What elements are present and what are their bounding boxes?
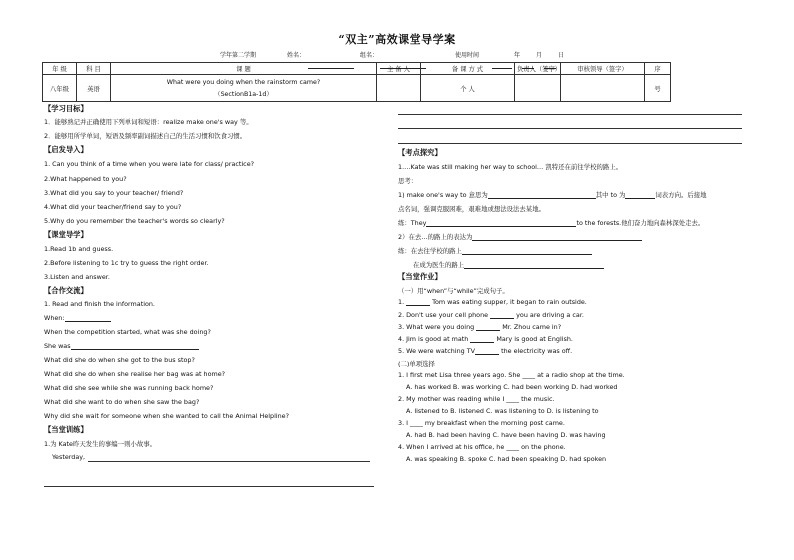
reviewer-signature[interactable]: [561, 75, 645, 102]
point1-text-a: 1) make one's way to 意思为: [398, 191, 488, 199]
hw1-title: （一）用“when”与“while”完成句子。: [398, 287, 509, 295]
hw1-item-1: [398, 298, 587, 306]
hw1-item-3: [398, 323, 561, 331]
header-cell-preparer: 主 备 人: [377, 63, 421, 75]
mc-q3-options[interactable]: A. had B. had been having C. have been having D. was having: [406, 431, 606, 439]
subject-value: 英语: [77, 75, 111, 102]
hw1-item-5-b: the electricity was off.: [499, 347, 573, 355]
point1-text-b: 其中 to 为: [595, 191, 626, 199]
coop-title: 【合作交流】: [44, 286, 88, 295]
when-answer[interactable]: [65, 314, 111, 322]
intro-q3: 3.What did you say to your teacher/ friend?: [44, 189, 184, 197]
practice-text-a: 练：They: [398, 219, 427, 227]
mc-q1-options[interactable]: A. has worked B. was working C. had been working D. had worked: [406, 383, 618, 391]
hw1-item-4: [398, 335, 573, 343]
hw1-item-1-a: 1.: [398, 298, 407, 306]
intro-q4: 4.What did your teacher/friend say to you?: [44, 203, 182, 211]
time-label: 使用时间: [455, 52, 480, 59]
guide-1: 1.Read 1b and guess.: [44, 245, 114, 253]
goal-2: 2．能够用所学单词，短语及频率副词描述自己的生活习惯和饮食习惯。: [44, 132, 247, 140]
when-row: [44, 314, 111, 322]
header-cell-owner: 负责人（签字）: [515, 63, 561, 75]
group-label: 组名：: [360, 52, 379, 59]
intro-q5: 5.Why do you remember the teacher's words so clearly?: [44, 217, 225, 225]
train-task: 1.为 Kate昨天发生的事编一则小故事。: [44, 440, 157, 448]
grade-value: 八年级: [43, 75, 77, 102]
answer-line-2[interactable]: [44, 486, 374, 487]
page-title: “双主”高效课堂导学案: [338, 33, 456, 46]
mc-q4: 4. When I arrived at his office, he ____ on the phone.: [398, 443, 566, 451]
exam-sentence: 1.…Kate was still making her way to school… 凯特还在前往学校的路上。: [398, 163, 623, 171]
header-cell-subject: 科 目: [77, 63, 111, 75]
notes-line-3[interactable]: [398, 143, 742, 144]
hw1-item-4-a: 4. Jim is good at math: [398, 335, 471, 343]
guide-3: 3.Listen and answer.: [44, 273, 110, 281]
topic-line-2: （SectionB1a-1d）: [214, 90, 273, 98]
header-table: [42, 62, 671, 102]
hw-title: 【当堂作业】: [398, 272, 442, 281]
topic-value: [111, 75, 377, 102]
header-cell-topic: 课 题: [111, 63, 377, 75]
term-label: 学年第二学期: [220, 52, 257, 59]
intro-title: 【启发导入】: [44, 145, 88, 154]
hw1-item-5-a: 5. We were watching TV: [398, 347, 476, 355]
notes-line-1[interactable]: [398, 114, 742, 115]
coop-q5: Why did she wait for someone when she wanted to call the Animal Helpline?: [44, 412, 290, 420]
hw1-item-4-b: Mary is good at English.: [494, 335, 573, 343]
practice-blank[interactable]: [426, 219, 576, 227]
answer-line-1[interactable]: [88, 461, 370, 462]
point1-blank-meaning[interactable]: [488, 191, 596, 199]
mc-q2-options[interactable]: A. listened to B. listened C. was listening to D. is listening to: [406, 407, 599, 415]
think-label: 思考：: [398, 177, 418, 185]
hw1-item-2-b: you are driving a car.: [514, 311, 584, 319]
goal-1: 1．能够熟记并正确使用下列单词和短语：realize make one's way 等。: [44, 118, 253, 126]
goals-title: 【学习目标】: [44, 104, 88, 113]
point2-ex1-row: [398, 246, 592, 255]
she-was-answer[interactable]: [71, 342, 199, 350]
point2-blank[interactable]: [472, 233, 642, 241]
header-cell-reviewer: 审核领导（签字）: [561, 63, 645, 75]
guide-2: 2.Before listening to 1c try to guess the right order.: [44, 259, 209, 267]
header-cell-method: 备 课 方 式: [421, 63, 515, 75]
coop-q3: What did she see while she was running back home?: [44, 384, 214, 392]
mc-q4-options[interactable]: A. was speaking B. spoke C. had been speaking D. had spoken: [406, 455, 607, 463]
point1-row: [398, 190, 707, 199]
hw1-item-3-a: 3. What were you doing: [398, 323, 477, 331]
coop-q1: What did she do when she got to the bus stop?: [44, 356, 195, 364]
point2-ex1-text: 练：在去往学校的路上: [398, 247, 462, 255]
day-label: 日: [558, 52, 565, 59]
hw1-item-2-a: 2. Don't use your cell phone: [398, 311, 491, 319]
name-label: 姓名：: [287, 52, 306, 59]
yesterday-label: Yesterday,: [52, 453, 86, 461]
point2-text: 2）在去…的路上的表达为: [398, 233, 473, 241]
preparer-value[interactable]: [377, 75, 421, 102]
mc-q3: 3. I ____ my breakfast when the morning post came.: [398, 419, 565, 427]
she-was-label: She was: [44, 342, 71, 350]
hw1-item-5-blank[interactable]: [475, 347, 499, 355]
point2-ex2-blank[interactable]: [464, 261, 604, 269]
guide-title: 【课堂导学】: [44, 230, 88, 239]
seq-value: 号: [645, 75, 671, 102]
coop-intro: 1. Read and finish the information.: [44, 300, 155, 308]
point1-text-c: 词表方向。后接地: [655, 191, 707, 199]
year-label: 年: [514, 52, 521, 59]
intro-q2: 2.What happened to you?: [44, 175, 127, 183]
hw1-item-2: [398, 311, 584, 319]
month-label: 月: [536, 52, 543, 59]
point1-text-d: 点名词，强调克服困难，艰难地或想法设法去某地。: [398, 205, 545, 213]
point2-ex2-row: [413, 260, 604, 269]
practice-row: [398, 218, 704, 227]
point2-ex1-blank[interactable]: [462, 247, 592, 255]
she-was-row: [44, 342, 199, 350]
mc-q2: 2. My mother was reading while I ____ the music.: [398, 395, 555, 403]
notes-line-2[interactable]: [398, 128, 742, 129]
method-value: 个 人: [421, 75, 515, 102]
hw1-item-4-blank[interactable]: [470, 335, 494, 343]
header-cell-grade: 年 级: [43, 63, 77, 75]
hw1-item-2-blank[interactable]: [490, 311, 514, 319]
point1-blank-pos[interactable]: [625, 191, 655, 199]
hw1-item-1-b: Tom was eating supper, it began to rain outside.: [430, 298, 587, 306]
hw1-item-3-b: Mr. Zhou came in?: [500, 323, 562, 331]
intro-q1: 1. Can you think of a time when you were late for class/ practice?: [44, 160, 255, 168]
hw2-title: (二)单项选择: [398, 360, 435, 368]
when-label: When:: [44, 314, 65, 322]
hw1-item-3-blank[interactable]: [476, 323, 500, 331]
topic-line-1: What were you doing when the rainstorm came?: [166, 78, 321, 86]
owner-signature[interactable]: [515, 75, 561, 102]
header-cell-seq: 序: [645, 63, 671, 75]
point2-row: [398, 232, 642, 241]
hw1-item-1-blank[interactable]: [406, 298, 430, 306]
coop-q4: What did she want to do when she saw the bag?: [44, 398, 200, 406]
exam-title: 【考点探究】: [398, 148, 442, 157]
hw1-item-5: [398, 347, 572, 355]
practice-text-b: to the forests.他们奋力地向森林深处走去。: [576, 219, 705, 227]
train-title: 【当堂训练】: [44, 425, 88, 434]
coop-q2: What did she do when she realise her bag was at home?: [44, 370, 226, 378]
mc-q1: 1. I first met Lisa three years ago. She ____ at a radio shop at the time.: [398, 371, 625, 379]
coop-competition-q: When the competition started, what was she doing?: [44, 328, 211, 336]
point2-ex2-text: 在成为医生的路上: [413, 261, 465, 269]
